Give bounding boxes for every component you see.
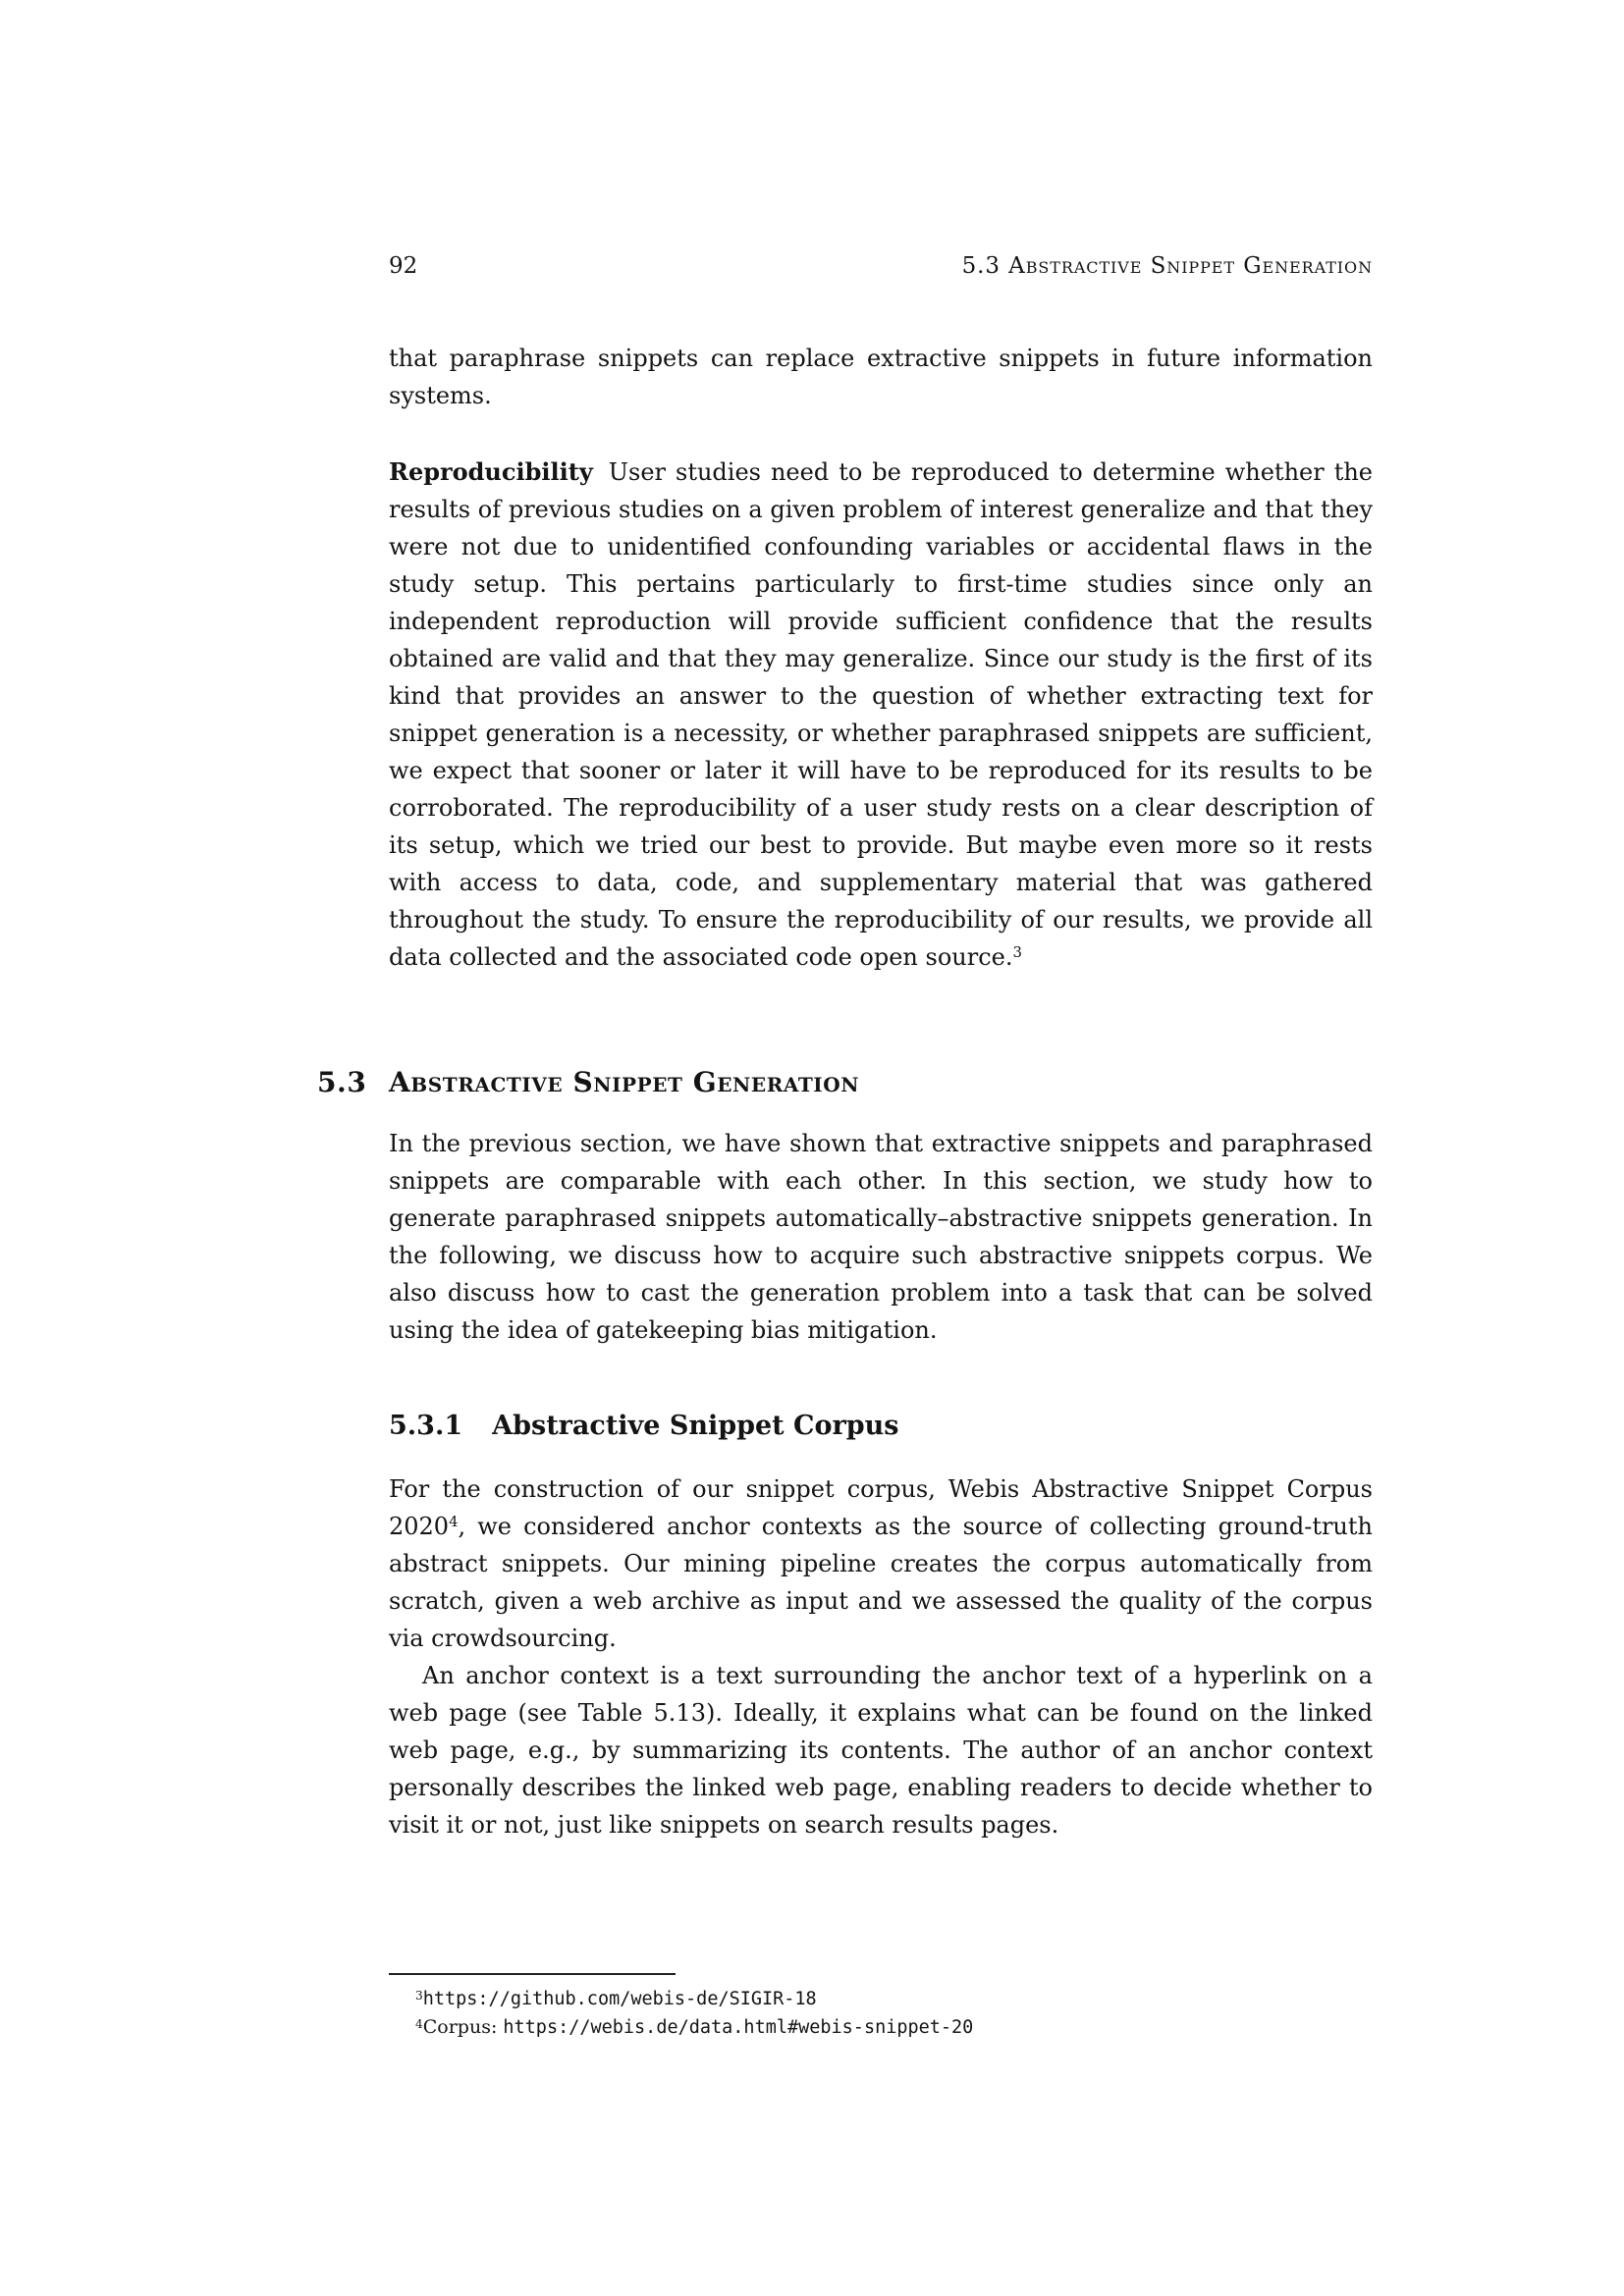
section-number: 5.3 (317, 1066, 367, 1098)
footnote-4 (389, 2013, 1373, 2042)
page-number: 92 (389, 253, 418, 279)
page-header (389, 253, 1373, 279)
paragraph-anchor-context: An anchor context is a text surrounding the anchor text of a hyperlink on a web page (see Table 5.13). Ideally, it explains what can be found on the linked web page, e.g., by summarizing its contents. The author of an anchor context personally describes the linked web page, enabling readers to decide whether to visit it or not, just like snippets on search results pages. (389, 1662, 1373, 1839)
footnote-ref-3: 3 (1012, 942, 1022, 961)
footnote-rule (389, 1973, 676, 1975)
paragraph-corpus-text-after: , we considered anchor contexts as the source of collecting ground-truth abstract snippets. Our mining pipeline creates the corpus automatically from scratch, given a web archive as input and we assessed the quality of the corpus via crowdsourcing. (389, 1513, 1373, 1652)
footnote-4-url[interactable]: https://webis.de/data.html#webis-snippet-20 (503, 2017, 974, 2038)
paragraph-continuation: that paraphrase snippets can replace extractive snippets in future information systems. (389, 345, 1373, 409)
footnote-marker-3: 3 (415, 1988, 423, 2002)
paragraph-reproducibility (389, 454, 1373, 976)
section-heading (317, 1066, 1373, 1099)
paragraph-lead-reproducibility: Reproducibility (389, 457, 593, 486)
subsection-heading (389, 1410, 1373, 1443)
paragraph-reproducibility-text: User studies need to be reproduced to determine whether the results of previous studies on a given problem of interest generalize and that they were not due to unidentified confounding variables or accidental flaws in the study setup. This pertains particularly to first-time studies since only an independent reproduction will provide sufficient confidence that the results obtained are valid and that they may generalize. Since our study is the first of its kind that provides an answer to the question of whether extracting text for snippet generation is a necessity, or whether paraphrased snippets are sufficient, we expect that sooner or later it will have to be reproduced for its results to be corroborated. The reproducibility of a user study rests on a clear description of its setup, which we tried our best to provide. But maybe even more so it rests with access to data, code, and supplementary material that was gathered throughout the study. To ensure the reproducibility of our results, we provide all data collected and the associated code open source. (389, 458, 1373, 971)
footnote-ref-4: 4 (449, 1512, 459, 1530)
subsection-title: Abstractive Snippet Corpus (492, 1411, 899, 1441)
running-header-title: 5.3 Abstractive Snippet Generation (961, 253, 1373, 279)
footnote-marker-4: 4 (415, 2016, 423, 2031)
subsection-number: 5.3.1 (389, 1411, 463, 1441)
footnote-4-prefix: Corpus: (422, 2016, 504, 2038)
paragraph-corpus-text-before: For the construction of our snippet corpus, Webis Abstractive Snippet Corpus 2020 (389, 1475, 1373, 1540)
section-title: Abstractive Snippet Generation (389, 1066, 860, 1098)
text-block (317, 285, 1373, 1843)
footnotes-area (389, 1973, 1373, 2042)
footnote-3 (389, 1985, 1373, 2013)
paragraph-section-intro: In the previous section, we have shown that extractive snippets and paraphrased snippets are comparable with each other. In this section, we study how to generate paraphrased snippets automatically–abstractive snippets generation. In the following, we discuss how to acquire such abstractive snippets corpus. We also discuss how to cast the generation problem into a task that can be solved using the idea of gatekeeping bias mitigation. (389, 1130, 1373, 1344)
paragraph-corpus (389, 1470, 1373, 1657)
footnote-3-url[interactable]: https://github.com/webis-de/SIGIR-18 (422, 1989, 817, 2009)
